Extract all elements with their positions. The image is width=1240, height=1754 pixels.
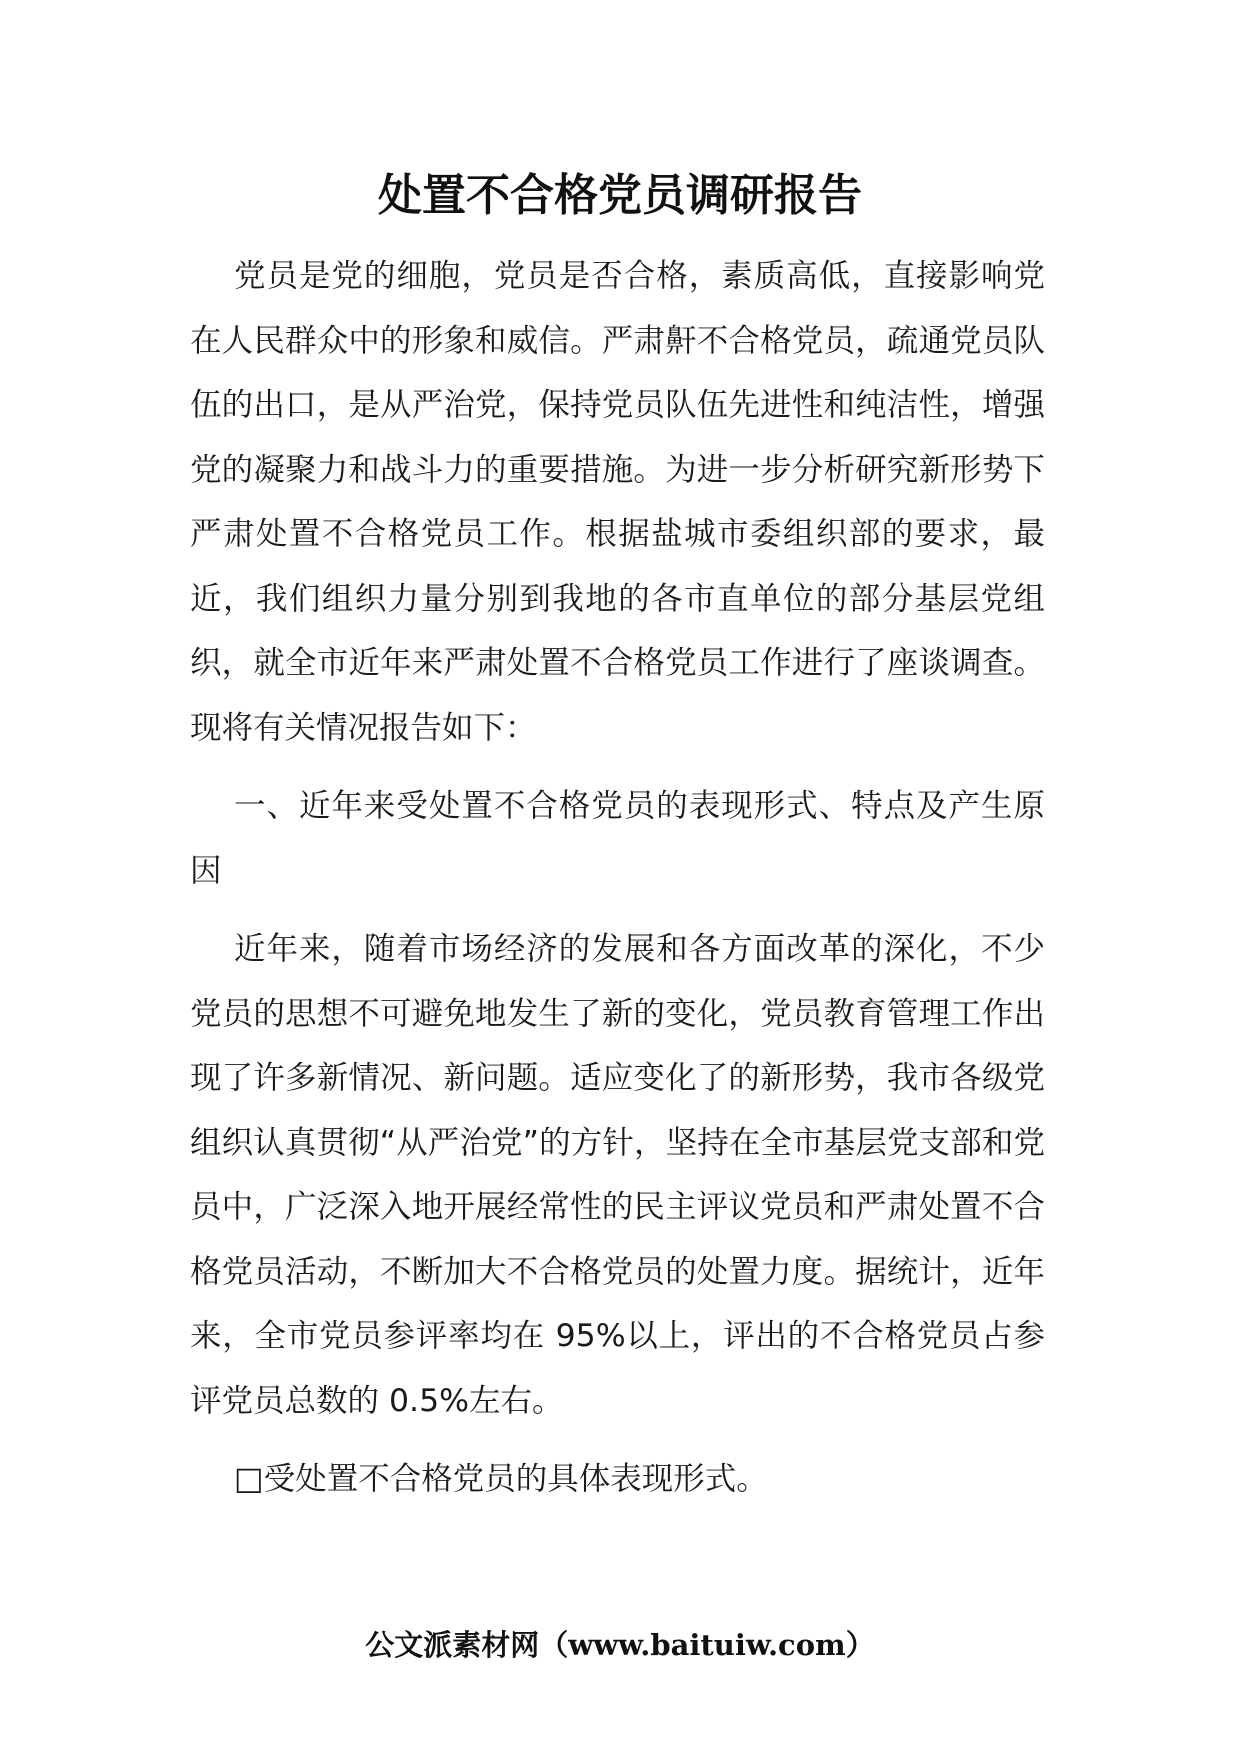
- paragraph-intro: 党员是党的细胞，党员是否合格，素质高低，直接影响党在人民群众中的形象和威信。严肃鼾不合格党员，疏通党员队伍的出口，是从严治党，保持党员队伍先进性和纯洁性，增强党的凝聚力和战斗力的重要措施。为进一步分析研究新形势下严肃处置不合格党员工作。根据盐城市委组织部的要求，最近，我们组织力量分别到我地的各市直单位的部分基层党组织，就全市近年来严肃处置不合格党员工作进行了座谈调查。现将有关情况报告如下：: [190, 258, 1045, 746]
- footer-source: 公文派素材网（www.baituiw.com）: [365, 1628, 875, 1662]
- section-heading: 一、近年来受处置不合格党员的表现形式、特点及产生原因: [190, 788, 1045, 889]
- paragraph-overview: 近年来，随着市场经济的发展和各方面改革的深化，不少党员的思想不可避免地发生了新的变化，党员教育管理工作出现了许多新情况、新问题。适应变化了的新形势，我市各级党组织认真贯彻“从严治党”的方针，坚持在全市基层党支部和党员中，广泛深入地开展经常性的民主评议党员和严肃处置不合格党员活动，不断加大不合格党员的处置力度。据统计，近年来，全市党员参评率均在 95%以上，评出的不合格党员占参评党员总数的 0.5%左右。: [190, 931, 1045, 1419]
- document-title: 处置不合格党员调研报告: [378, 170, 862, 221]
- subsection-heading: □受处置不合格党员的具体表现形式。: [234, 1461, 768, 1497]
- document-body: [190, 244, 1045, 1512]
